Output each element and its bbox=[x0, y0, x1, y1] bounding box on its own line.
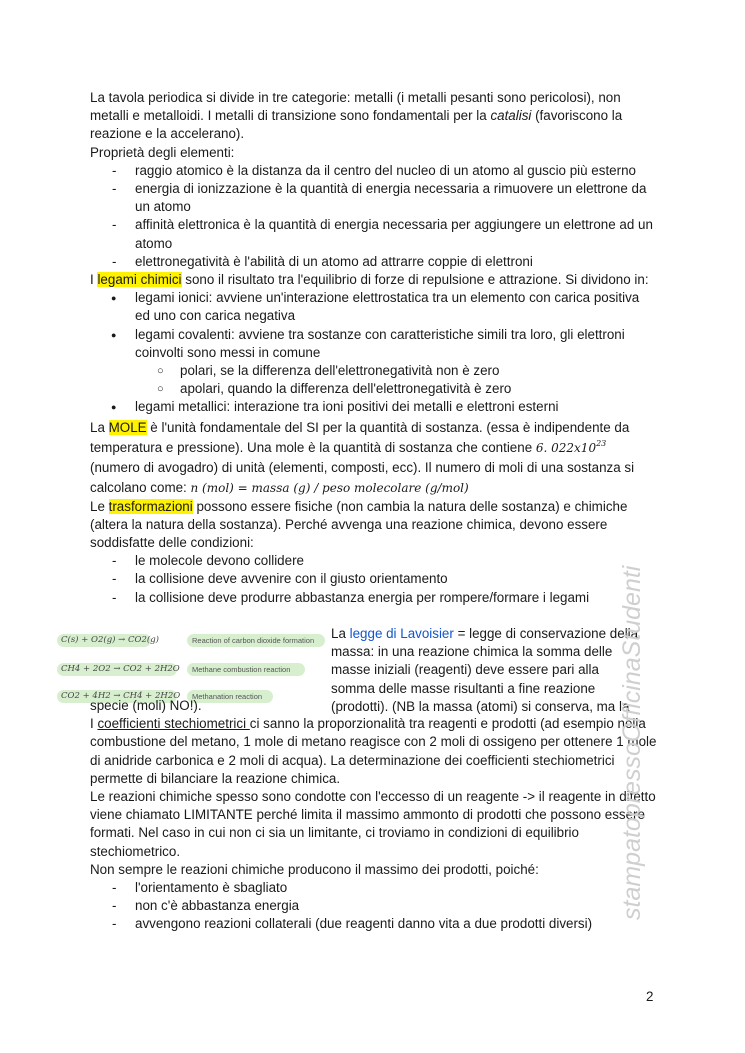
catalisi-term: catalisi bbox=[490, 108, 532, 124]
list-item: - energia di ionizzazione è la quantità di energia necessaria a rimuovere un elettrone da un atomo bbox=[90, 180, 657, 216]
lavoisier-continuation: specie (moli) NO!). bbox=[90, 698, 202, 713]
reasons-list bbox=[90, 879, 657, 934]
trasf-pre: Le bbox=[90, 498, 109, 514]
lavoisier-pre: La bbox=[331, 626, 350, 641]
list-item: - la collisione deve produrre abbastanza energia per rompere/formare i legami bbox=[90, 589, 657, 607]
lavoisier-text: = legge di conservazione della massa: in una reazione chimica la somma delle masse iniziali (reagenti) deve essere pari alla somma delle masse risultanti a fine reazione (prodotti). (NB la massa (atomi) si conserva, ma la bbox=[331, 626, 639, 714]
list-item: - le molecole devono collidere bbox=[90, 552, 657, 570]
mole-highlight: MOLE bbox=[108, 419, 147, 435]
equation-2: CH4 + 2O2 → CO2 + 2H2O bbox=[57, 663, 177, 676]
intro-text: La tavola periodica si divide in tre categorie: metalli (i metalli pesanti sono pericolosi), non metalli e metalloidi. I metalli di transizione sono fondamentali per la bbox=[90, 90, 621, 124]
mole-paragraph bbox=[90, 418, 657, 498]
list-item: ● legami metallici: interazione tra ioni positivi dei metalli e elettroni esterni bbox=[90, 398, 657, 416]
lavoisier-term: legge di Lavoisier bbox=[349, 626, 454, 641]
legami-list-2 bbox=[90, 398, 657, 416]
moles-formula: n (mol) = massa (g) / peso molecolare (g/mol) bbox=[190, 480, 469, 495]
list-item: - elettronegatività è l'abilità di un atomo ad attrarre coppie di elettroni bbox=[90, 253, 657, 271]
covalenti-sublist bbox=[90, 362, 657, 398]
props-list bbox=[90, 162, 657, 271]
coefficienti-paragraph bbox=[90, 715, 657, 788]
conditions-list bbox=[90, 552, 657, 607]
list-item: ● legami ionici: avviene un'interazione elettrostatica tra un elemento con carica positiva ed uno con carica negativa bbox=[90, 289, 657, 325]
props-title: Proprietà degli elementi: bbox=[90, 144, 235, 160]
limitante-paragraph: Le reazioni chimiche spesso sono condotte con l'eccesso di un reagente -> il reagente in difetto viene chiamato LIMITANTE perché limita il massimo ammonto di prodotti che possono essere formati. Nel caso in cui non ci sia un limitante, ci troviamo in condizioni di equilibrio stechiometrico. bbox=[90, 789, 656, 859]
coeff-pre: I bbox=[90, 716, 98, 732]
list-item: - non c'è abbastanza energia bbox=[90, 897, 657, 915]
trasf-text: possono essere fisiche (non cambia la natura delle sostanza) e chimiche (altera la natura della sostanza). Perché avvenga una reazione chimica, devono essere soddisfatte delle condizioni: bbox=[90, 498, 628, 551]
legami-text: sono il risultato tra l'equilibrio di forze di repulsione e attrazione. Si dividono in: bbox=[181, 272, 649, 288]
list-item: - l'orientamento è sbagliato bbox=[90, 879, 657, 897]
mole-text-2: (numero di avogadro) di unità (elementi, composti, ecc). Il numero di moli di una sostanza si calcolano come: bbox=[90, 459, 635, 495]
list-item: ○ polari, se la differenza dell'elettronegatività non è zero bbox=[90, 362, 657, 380]
list-item: ● legami covalenti: avviene tra sostanze con caratteristiche simili tra loro, gli elettroni coinvolti sono messi in comune bbox=[90, 326, 657, 362]
list-item: - raggio atomico è la distanza da il centro del nucleo di un atomo al guscio più esterno bbox=[90, 162, 657, 180]
trasformazioni-paragraph bbox=[90, 498, 657, 553]
trasf-highlight: trasformazioni bbox=[108, 498, 193, 514]
list-item: ○ apolari, quando la differenza dell'elettronegatività è zero bbox=[90, 380, 657, 398]
equation-1: C(s) + O2(g) → CO2(g) bbox=[57, 634, 151, 647]
coeff-term: coefficienti stechiometrici bbox=[97, 716, 250, 732]
list-item: - affinità elettronica è la quantità di energia necessaria per aggiungere un elettrone ad un atomo bbox=[90, 216, 657, 252]
intro-text-end: (favoriscono la reazione e la accelerano). bbox=[90, 108, 623, 142]
document-body-2 bbox=[90, 697, 657, 934]
list-item: - avvengono reazioni collaterali (due reagenti danno vita a due prodotti diversi) bbox=[90, 915, 657, 933]
page-number: 2 bbox=[646, 989, 654, 1004]
legami-highlight: legami chimici bbox=[97, 272, 182, 288]
coeff-text: ci sanno la proporzionalità tra reagenti e prodotti (ad esempio nella combustione del metano, 1 mole di metano reagisce con 2 moli di ossigeno per ottenere 1 mole di anidride carbonica e 2 moli di acqua). La determinazione dei coefficienti stechiometrici permette di bilanciare la reazione chimica. bbox=[90, 716, 657, 786]
avogadro-number: 6. 022x10 bbox=[535, 440, 597, 455]
legami-pre: I bbox=[90, 272, 98, 288]
equation-3-label: Methanation reaction bbox=[187, 690, 273, 703]
watermark-text: stampatopressoOfficinaStudenti bbox=[618, 565, 646, 920]
document-body bbox=[90, 89, 657, 607]
legami-paragraph bbox=[90, 271, 657, 289]
legami-list bbox=[90, 289, 657, 362]
equation-1-label: Reaction of carbon dioxide formation bbox=[187, 634, 325, 647]
mole-text: è l'unità fondamentale del SI per la quantità di sostanza. (essa è indipendente da temperatura e pressione). Una mole è la quantità di sostanza che contiene bbox=[90, 419, 630, 455]
list-item: - la collisione deve avvenire con il giusto orientamento bbox=[90, 570, 657, 588]
mole-pre: La bbox=[90, 419, 109, 435]
avogadro-exponent: 23 bbox=[596, 438, 607, 448]
non-sempre-paragraph: Non sempre le reazioni chimiche producono il massimo dei prodotti, poiché: bbox=[90, 861, 539, 877]
intro-paragraph bbox=[90, 89, 657, 144]
equation-3: CO2 + 4H2 → CH4 + 2H2O bbox=[57, 690, 177, 703]
equation-2-label: Methane combustion reaction bbox=[187, 663, 305, 676]
